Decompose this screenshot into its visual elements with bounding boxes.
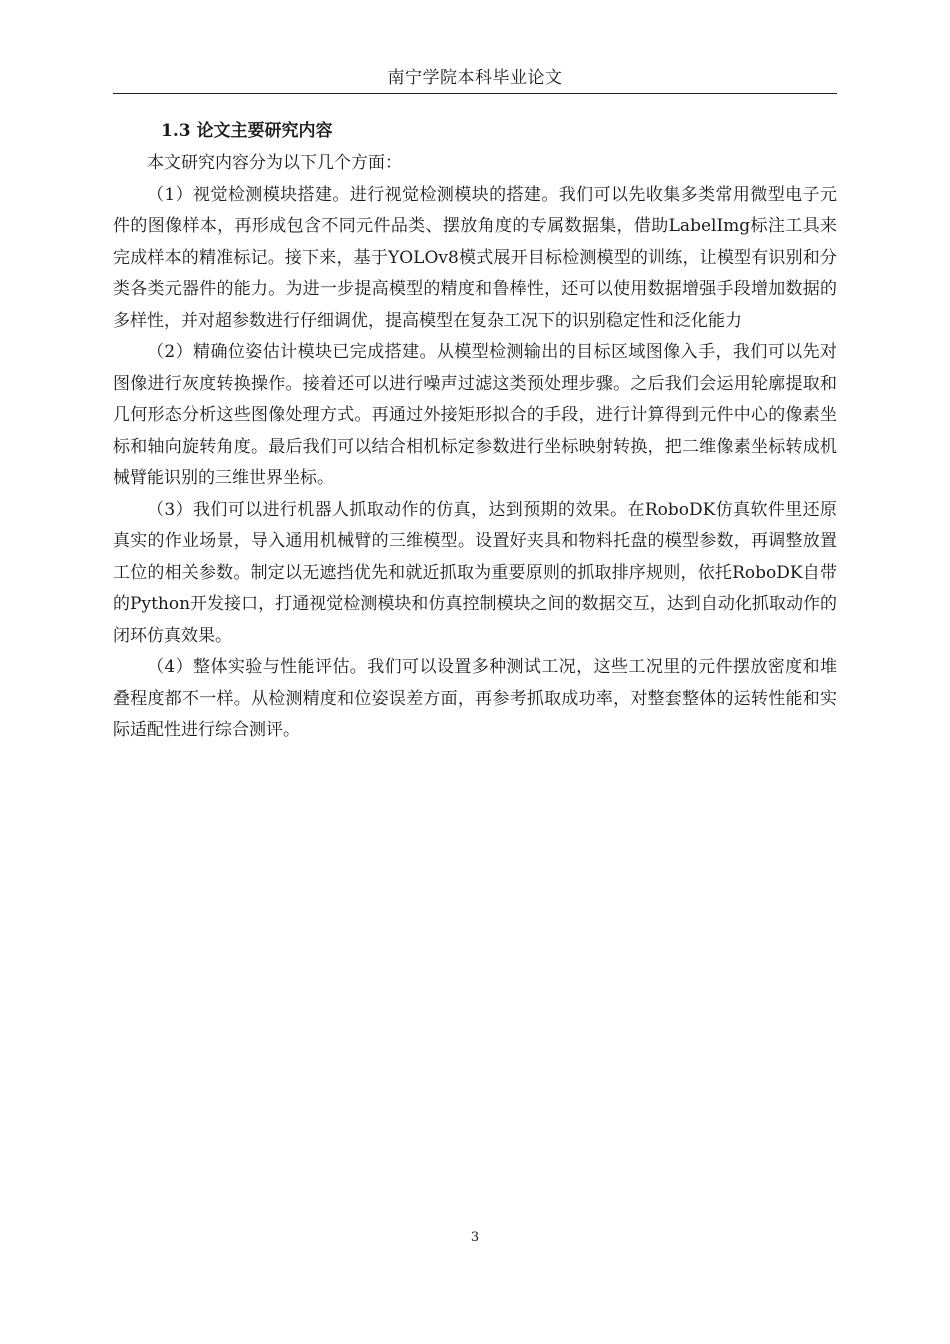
paragraph-intro: 本文研究内容分为以下几个方面： — [147, 153, 402, 173]
paragraph-item-4: （4）整体实验与性能评估。我们可以设置多种测试工况，这些工况里的元件摆放密度和堆叠程度都不一样。从检测精度和位姿误差方面，再参考抓取成功率，对整套整体的运转性能和实际适配性进行综合测评。 — [113, 657, 837, 740]
page-header: 南宁学院本科毕业论文 — [113, 66, 837, 94]
paragraph-item-3: （3）我们可以进行机器人抓取动作的仿真，达到预期的效果。在RoboDK仿真软件里还原真实的作业场景，导入通用机械臂的三维模型。设置好夹具和物料托盘的模型参数，再调整放置工位的相关参数。制定以无遮挡优先和就近抓取为重要原则的抓取排序规则，依托RoboDK自带的Python开发接口，打通视觉检测模块和仿真控制模块之间的数据交互，达到自动化抓取动作的闭环仿真效果。 — [113, 499, 837, 646]
paragraph-item-2: （2）精确位姿估计模块已完成搭建。从模型检测输出的目标区域图像入手，我们可以先对图像进行灰度转换操作。接着还可以进行噪声过滤这类预处理步骤。之后我们会运用轮廓提取和几何形态分析这些图像处理方式。再通过外接矩形拟合的手段，进行计算得到元件中心的像素坐标和轴向旋转角度。最后我们可以结合相机标定参数进行坐标映射转换，把二维像素坐标转成机械臂能识别的三维世界坐标。 — [113, 342, 837, 488]
section-heading: 1.3 论文主要研究内容 — [161, 121, 333, 141]
paragraph-item-1: （1）视觉检测模块搭建。进行视觉检测模块的搭建。我们可以先收集多类常用微型电子元件的图像样本，再形成包含不同元件品类、摆放角度的专属数据集，借助LabelImg标注工具来完成样本的精准标记。接下来，基于YOLOv8模式展开目标检测模型的训练，让模型有识别和分类各类元器件的能力。为进一步提高模型的精度和鲁棒性，还可以使用数据增强手段增加数据的多样性，并对超参数进行仔细调优，提高模型在复杂工况下的识别稳定性和泛化能力 — [113, 184, 837, 331]
page-number: 3 — [470, 1230, 480, 1245]
page-content — [113, 116, 837, 747]
